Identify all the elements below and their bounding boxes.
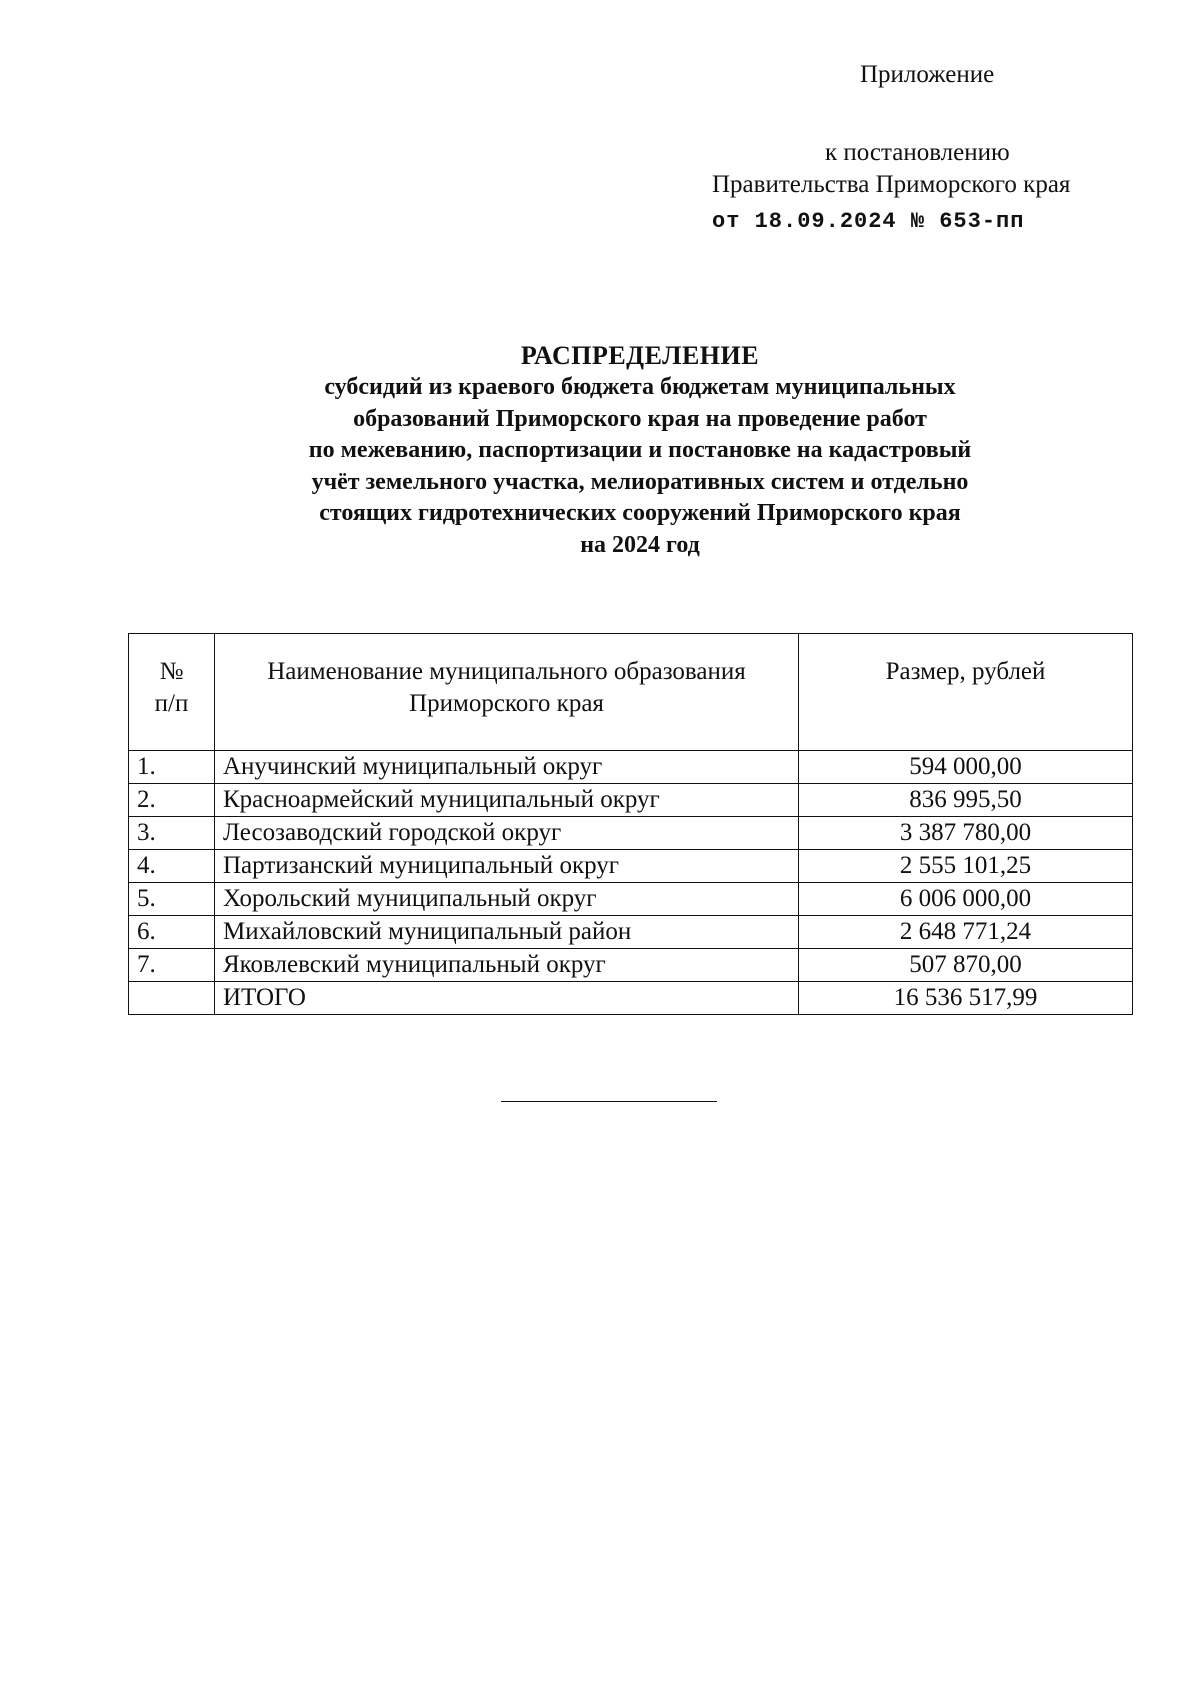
column-header-number-line2: п/п [154,690,189,717]
municipality-name: Партизанский муниципальный округ [215,850,799,883]
column-header-amount-label: Размер, рублей [885,658,1046,685]
row-number: 5. [129,883,215,916]
row-number: 6. [129,916,215,949]
row-number: 4. [129,850,215,883]
subsidy-amount: 594 000,00 [799,751,1133,784]
row-number: 7. [129,949,215,982]
subtitle-line: субсидий из краевого бюджета бюджетам муниципальных [324,374,956,400]
subtitle-line: учёт земельного участка, мелиоративных систем и отдельно [311,468,969,495]
subtitle-line: на 2024 год [580,531,700,558]
table-row [129,784,1133,817]
column-header-amount [799,634,1133,751]
row-number: 3. [129,817,215,850]
column-header-municipality-line2: Приморского края [409,690,604,717]
total-label: ИТОГО [215,982,799,1015]
municipality-name: Лесозаводский городской округ [215,817,799,850]
municipality-name: Анучинский муниципальный округ [215,751,799,784]
row-number: 1. [129,751,215,784]
resolution-date-number-stamp: от 18.09.2024 № 653-пп [712,209,1025,234]
municipality-name: Хорольский муниципальный округ [215,883,799,916]
table-row [129,883,1133,916]
municipality-name: Яковлевский муниципальный округ [215,949,799,982]
table-row [129,916,1133,949]
row-number: 2. [129,784,215,817]
municipality-name: Михайловский муниципальный район [215,916,799,949]
subtitle-line: по межеванию, паспортизации и постановке на кадастровый [308,437,972,463]
total-row [129,982,1133,1015]
subsidy-amount: 507 870,00 [799,949,1133,982]
subtitle-line: образований Приморского края на проведение работ [353,405,927,432]
subsidy-amount: 836 995,50 [799,784,1133,817]
table-row [129,751,1133,784]
resolution-reference-line1: к постановлению [825,139,1010,166]
document-title: РАСПРЕДЕЛЕНИЕ [520,341,760,370]
closing-divider-line [501,1101,717,1102]
subsidy-amount: 2 555 101,25 [799,850,1133,883]
table-row [129,949,1133,982]
subtitle-line: стоящих гидротехнических сооружений Приморского края [319,500,961,526]
table-row [129,817,1133,850]
resolution-reference-line2: Правительства Приморского края [712,171,1071,198]
appendix-label: Приложение [860,61,995,88]
subsidy-amount: 6 006 000,00 [799,883,1133,916]
municipality-name: Красноармейский муниципальный округ [215,784,799,817]
column-header-municipality [215,634,799,751]
column-header-number-line1: № [159,658,184,685]
document-subtitle [130,372,1150,561]
column-header-municipality-line1: Наименование муниципального образования [267,658,746,685]
total-row-number [129,982,215,1015]
subsidy-allocation-table [128,633,1133,1015]
subsidy-amount: 2 648 771,24 [799,916,1133,949]
table-header-row [129,634,1133,751]
document-title-block [130,340,1150,561]
table-row [129,850,1133,883]
total-amount: 16 536 517,99 [799,982,1133,1015]
column-header-number [129,634,215,751]
subsidy-amount: 3 387 780,00 [799,817,1133,850]
